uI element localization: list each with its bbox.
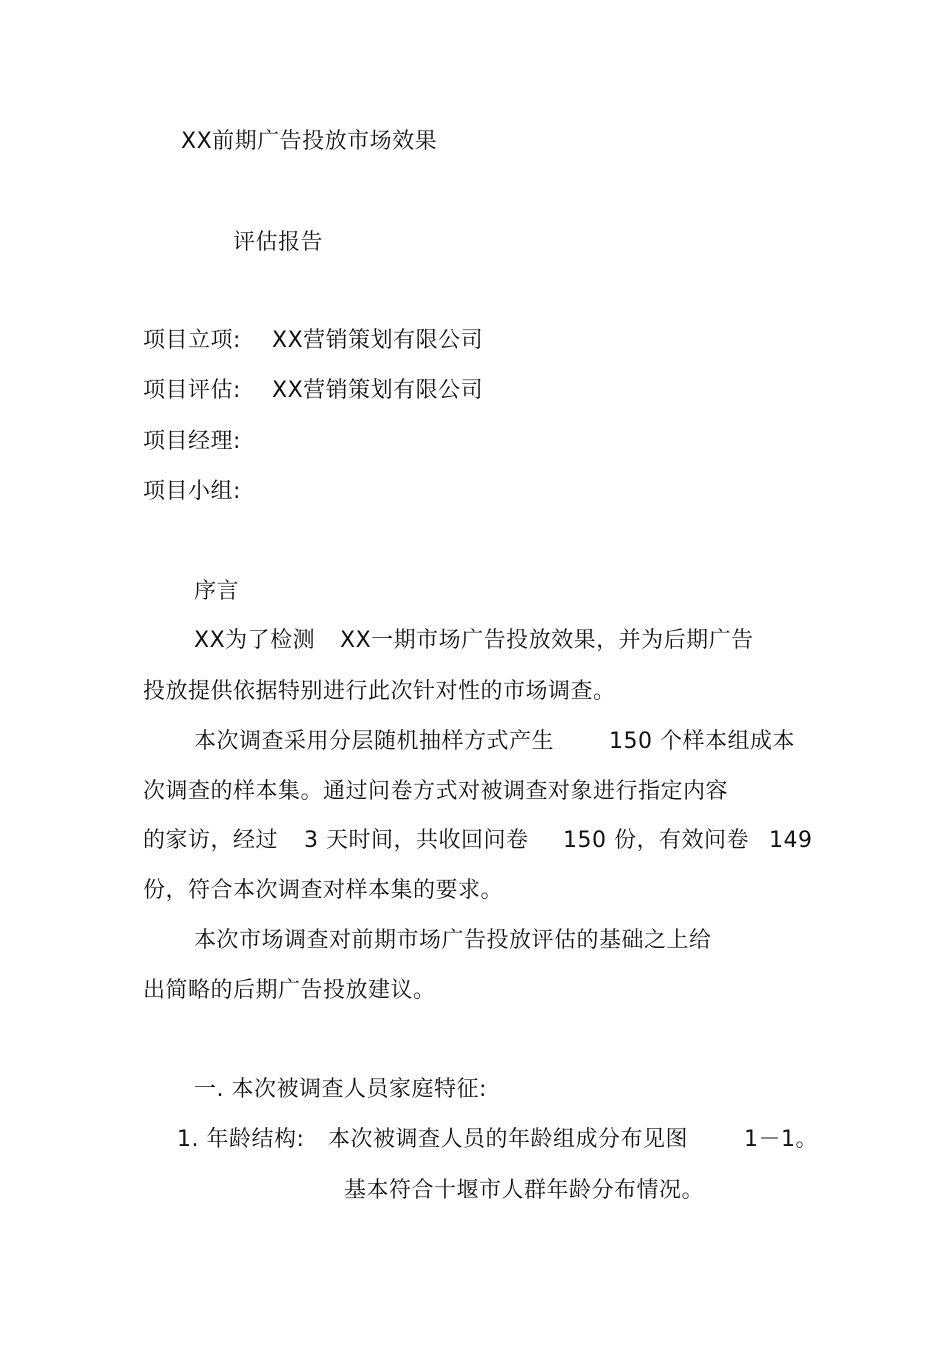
meta-label-project-setup: 项目立项: bbox=[143, 328, 241, 353]
preface-p2-line3-part-a: 的家访，经过 bbox=[143, 828, 279, 853]
meta-label-project-evaluation: 项目评估: bbox=[143, 378, 241, 403]
section1-item1-text: 本次被调查人员的年龄组成分布见图 bbox=[328, 1127, 689, 1152]
preface-p2-line3-part-d: 149 bbox=[769, 828, 813, 853]
preface-p2-part-a: 本次调查采用分层随机抽样方式产生 bbox=[194, 729, 555, 754]
meta-value-project-setup: XX营销策划有限公司 bbox=[272, 328, 484, 353]
document-title-line1: XX前期广告投放市场效果 bbox=[181, 129, 438, 154]
preface-p2-line4: 份，符合本次调查对样本集的要求。 bbox=[143, 878, 504, 903]
preface-heading: 序言 bbox=[194, 579, 240, 604]
document-title-line2: 评估报告 bbox=[233, 230, 324, 255]
preface-p1-part-a: XX为了检测 bbox=[194, 628, 316, 653]
meta-label-project-manager: 项目经理: bbox=[143, 429, 241, 454]
preface-p2-line3-part-c: 150 份，有效问卷 bbox=[563, 828, 749, 853]
section1-item1-figure-ref: 1－1。 bbox=[744, 1127, 818, 1152]
section1-item1-line2: 基本符合十堰市人群年龄分布情况。 bbox=[344, 1178, 705, 1203]
preface-p2-line3-part-b: 3 天时间，共收回问卷 bbox=[304, 828, 529, 853]
section1-item1-label: 1. 年龄结构: bbox=[177, 1127, 305, 1152]
preface-p3-line1: 本次市场调查对前期市场广告投放评估的基础之上给 bbox=[194, 928, 712, 953]
preface-p1-part-b: XX一期市场广告投放效果，并为后期广告 bbox=[340, 628, 754, 653]
preface-p1-line2: 投放提供依据特别进行此次针对性的市场调查。 bbox=[143, 679, 616, 704]
preface-p2-line2: 次调查的样本集。通过问卷方式对被调查对象进行指定内容 bbox=[143, 779, 729, 804]
meta-value-project-evaluation: XX营销策划有限公司 bbox=[272, 378, 484, 403]
meta-label-project-team: 项目小组: bbox=[143, 479, 241, 504]
section1-heading: 一. 本次被调查人员家庭特征: bbox=[194, 1077, 487, 1102]
preface-p2-part-b: 150 个样本组成本 bbox=[609, 729, 795, 754]
preface-p3-line2: 出简略的后期广告投放建议。 bbox=[143, 978, 436, 1003]
